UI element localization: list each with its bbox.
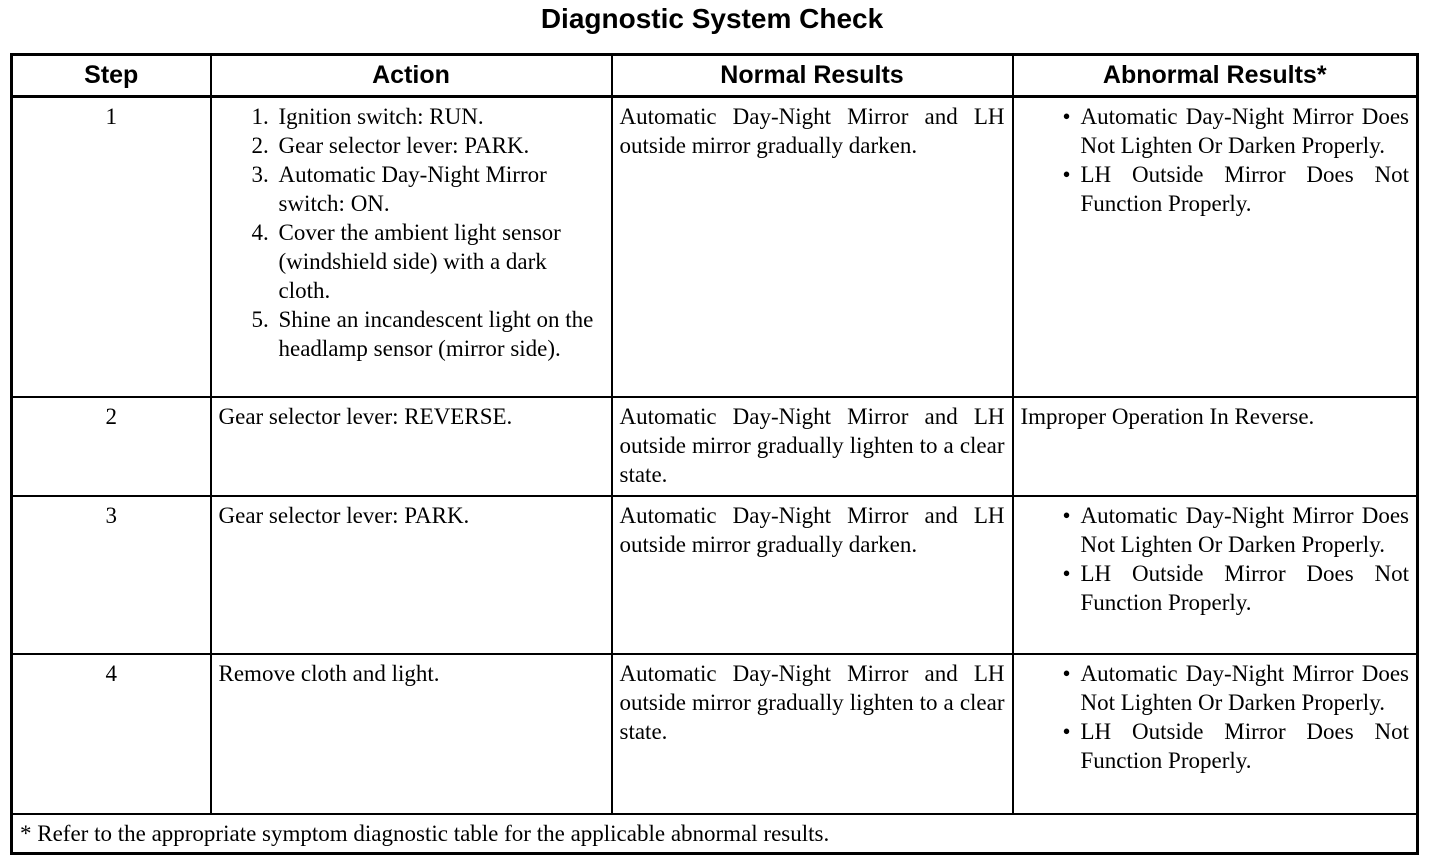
normal-results-cell: Automatic Day-Night Mirror and LH outside mirror gradually darken. (612, 97, 1013, 398)
step-number: 1 (12, 97, 211, 398)
document-title: Diagnostic System Check (540, 3, 884, 34)
header-action: Action (211, 55, 612, 97)
table-row (12, 97, 1418, 398)
action-steps-list (219, 102, 604, 363)
abnormal-results-list (1021, 659, 1410, 775)
step-number: 2 (12, 397, 211, 496)
action-step: 4. Cover the ambient light sensor (windshield side) with a dark cloth. (275, 218, 604, 305)
abnormal-result-item: • LH Outside Mirror Does Not Function Properly. (1081, 559, 1410, 617)
table-row (12, 654, 1418, 814)
table-row (12, 397, 1418, 496)
footnote-row (12, 814, 1418, 854)
abnormal-results-cell (1013, 496, 1418, 654)
header-abnormal-results: Abnormal Results* (1013, 55, 1418, 97)
abnormal-result-item: • LH Outside Mirror Does Not Function Properly. (1081, 717, 1410, 775)
normal-results-cell: Automatic Day-Night Mirror and LH outside mirror gradually lighten to a clear state. (612, 654, 1013, 814)
action-step: 1. Ignition switch: RUN. (275, 102, 604, 131)
action-cell: Gear selector lever: PARK. (211, 496, 612, 654)
action-step: 5. Shine an incandescent light on the headlamp sensor (mirror side). (275, 305, 604, 363)
footnote: * Refer to the appropriate symptom diagnostic table for the applicable abnormal results. (12, 814, 1418, 854)
table-header-row (12, 55, 1418, 97)
abnormal-results-cell (1013, 97, 1418, 398)
abnormal-result-item: • Automatic Day-Night Mirror Does Not Lighten Or Darken Properly. (1081, 501, 1410, 559)
normal-results-cell: Automatic Day-Night Mirror and LH outside mirror gradually darken. (612, 496, 1013, 654)
abnormal-result-item: • Automatic Day-Night Mirror Does Not Lighten Or Darken Properly. (1081, 659, 1410, 717)
table-row (12, 496, 1418, 654)
abnormal-result-item: • LH Outside Mirror Does Not Function Properly. (1081, 160, 1410, 218)
action-cell: Remove cloth and light. (211, 654, 612, 814)
action-cell: Gear selector lever: REVERSE. (211, 397, 612, 496)
abnormal-results-list (1021, 501, 1410, 617)
abnormal-result-item: • Automatic Day-Night Mirror Does Not Lighten Or Darken Properly. (1081, 102, 1410, 160)
header-normal-results: Normal Results (612, 55, 1013, 97)
action-cell (211, 97, 612, 398)
header-step: Step (12, 55, 211, 97)
abnormal-results-list (1021, 102, 1410, 218)
action-step: 3. Automatic Day-Night Mirror switch: ON. (275, 160, 604, 218)
step-number: 4 (12, 654, 211, 814)
action-step: 2. Gear selector lever: PARK. (275, 131, 604, 160)
step-number: 3 (12, 496, 211, 654)
abnormal-results-cell (1013, 654, 1418, 814)
normal-results-cell: Automatic Day-Night Mirror and LH outside mirror gradually lighten to a clear state. (612, 397, 1013, 496)
abnormal-results-cell: Improper Operation In Reverse. (1013, 397, 1418, 496)
diagnostic-table (10, 53, 1419, 855)
